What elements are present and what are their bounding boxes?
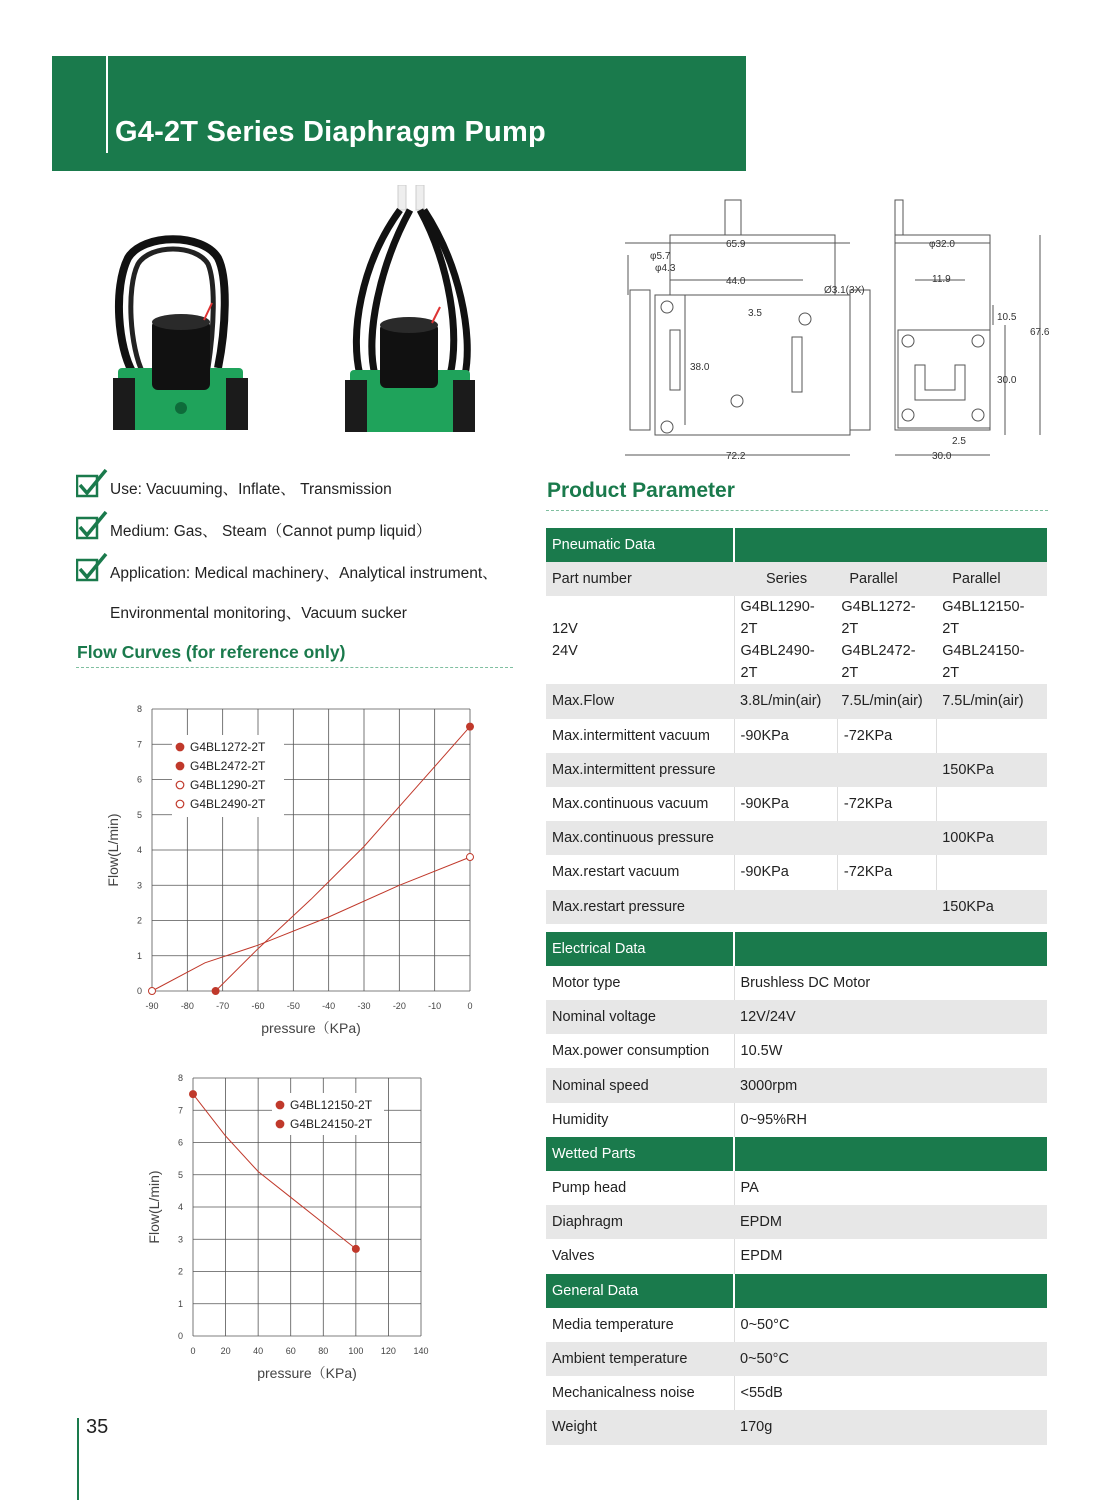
feature-item (76, 552, 526, 594)
row-label: Mechanicalness noise (552, 1385, 695, 1402)
feature-label-continued: Environmental monitoring、Vacuum sucker (110, 605, 407, 622)
x-tick-label: 100 (348, 1346, 364, 1356)
table-cell: 7.5L/min(air) (936, 684, 1047, 718)
data-point (212, 988, 219, 995)
table-cell (837, 753, 936, 787)
y-tick-label: 1 (136, 950, 142, 961)
flow-chart-1 (100, 695, 500, 1045)
x-tick-label: -50 (286, 1001, 300, 1011)
legend-label: G4BL24150-2T (290, 1117, 373, 1131)
dim-phi-5-7: φ5.7 (650, 251, 671, 262)
y-tick-label: 0 (177, 1331, 183, 1341)
table-cell: EPDM (734, 1239, 1047, 1273)
dim-72-2: 72.2 (726, 451, 746, 462)
data-point (149, 988, 156, 995)
x-tick-label: -40 (322, 1001, 336, 1011)
dim-30-0-width: 30.0 (932, 451, 952, 462)
x-tick-label: 140 (413, 1346, 429, 1356)
voltage-24v: 24V (552, 643, 578, 660)
table-cell: 12V/24V (734, 1000, 1047, 1034)
legend-label: G4BL1272-2T (190, 740, 266, 754)
dim-hole: Ø3.1(3X) (824, 285, 865, 296)
table-cell (837, 890, 936, 924)
pump-photo-dual (340, 185, 480, 440)
y-tick-label: 1 (177, 1298, 183, 1309)
table-cell: PA (734, 1171, 1047, 1205)
legend-label: G4BL12150-2T (290, 1098, 373, 1112)
row-label: Weight (546, 1410, 734, 1444)
table-row (546, 1068, 1047, 1102)
data-point (352, 1245, 359, 1252)
y-tick-label: 2 (177, 1266, 183, 1277)
row-label: Nominal voltage (546, 1000, 734, 1034)
part-number: G4BL1290-2T (740, 599, 815, 638)
x-tick-label: -60 (251, 1001, 265, 1011)
table-row (546, 719, 1047, 753)
table-cell: 170g (734, 1410, 1047, 1444)
x-tick-label: -80 (180, 1001, 194, 1011)
section-header-wetted (546, 1137, 1047, 1171)
dim-65-9: 65.9 (726, 239, 746, 250)
table-cell: -72KPa (837, 719, 936, 753)
row-label: Max.continuous vacuum (552, 796, 709, 813)
table-cell: EPDM (734, 1205, 1047, 1239)
table-row (546, 1034, 1047, 1068)
dim-3-5: 3.5 (748, 308, 762, 319)
table-cell (936, 855, 1047, 889)
table-cell: -72KPa (837, 855, 936, 889)
table-row (546, 787, 1047, 821)
table-row (546, 1103, 1047, 1137)
y-tick-label: 2 (136, 915, 142, 926)
part-number: G4BL24150-2T (942, 643, 1025, 682)
part-number: G4BL2472-2T (841, 643, 916, 682)
row-label: Diaphragm (546, 1205, 734, 1239)
dim-67-6: 67.6 (1030, 327, 1050, 338)
table-cell (936, 596, 1047, 684)
y-tick-label: 3 (177, 1234, 183, 1245)
part-number: G4BL1272-2T (841, 599, 916, 638)
feature-label: Application: Medical machinery、Analytical instrument、 (110, 565, 498, 582)
col-header: Parallel (936, 562, 1047, 596)
feature-item (76, 510, 526, 552)
row-label: Max.intermittent pressure (546, 753, 734, 787)
parameter-table (546, 528, 1047, 1445)
section-header-electrical (546, 932, 1047, 966)
y-tick-label: 4 (177, 1202, 183, 1212)
flow-chart-2 (140, 1065, 440, 1390)
param-title-divider (546, 510, 1048, 511)
table-cell (936, 787, 1047, 821)
table-row (546, 562, 1047, 596)
feature-label: Use: Vacuuming、Inflate、 Transmission (110, 481, 392, 498)
page-number-rule (77, 1418, 79, 1500)
x-tick-label: -70 (216, 1001, 230, 1011)
checkbox-icon (76, 552, 108, 584)
table-cell: Brushless DC Motor (734, 966, 1047, 1000)
table-cell: -90KPa (734, 855, 837, 889)
table-row (546, 821, 1047, 855)
y-axis-label: Flow(L/min) (105, 813, 121, 887)
legend-marker (176, 781, 184, 789)
legend-marker (276, 1120, 284, 1128)
data-point (190, 1091, 197, 1098)
pump-photo-single (108, 228, 253, 438)
table-row (546, 890, 1047, 924)
dim-phi-4-3: φ4.3 (655, 263, 676, 274)
y-tick-label: 0 (136, 986, 142, 996)
table-cell (734, 821, 837, 855)
table-cell (734, 890, 837, 924)
dim-30-0-height: 30.0 (997, 375, 1017, 386)
flow-curves-title: Flow Curves (for reference only) (77, 642, 346, 662)
x-tick-label: -90 (145, 1001, 159, 1011)
y-axis-label: Flow(L/min) (146, 1170, 162, 1244)
table-row (546, 1342, 1047, 1376)
x-axis-label: pressure（KPa) (257, 1365, 357, 1381)
row-label: Part number (546, 562, 734, 596)
table-cell (837, 821, 936, 855)
legend-label: G4BL2472-2T (190, 759, 266, 773)
dimension-drawing (610, 195, 1060, 465)
table-cell: 100KPa (936, 821, 1047, 855)
table-cell: 150KPa (936, 753, 1047, 787)
table-cell: 0~50°C (734, 1308, 1047, 1342)
table-cell: 7.5L/min(air) (837, 684, 936, 718)
table-row (546, 1171, 1047, 1205)
row-label: Max.restart vacuum (552, 864, 680, 881)
table-cell: -90KPa (734, 719, 837, 753)
section-title: General Data (546, 1274, 734, 1308)
legend-label: G4BL1290-2T (190, 778, 266, 792)
y-tick-label: 7 (136, 739, 142, 750)
table-row (546, 1205, 1047, 1239)
part-number: G4BL2490-2T (740, 643, 815, 682)
feature-item (76, 468, 526, 510)
table-row (546, 855, 1047, 889)
legend-marker (276, 1101, 284, 1109)
legend-marker (176, 743, 184, 751)
row-label: Motor type (552, 974, 621, 991)
table-row (546, 1308, 1047, 1342)
dim-phi-32-0: φ32.0 (929, 239, 955, 250)
section-title: Wetted Parts (546, 1137, 734, 1171)
y-tick-label: 5 (136, 809, 142, 820)
x-tick-label: 0 (467, 1001, 473, 1011)
y-tick-label: 5 (177, 1169, 183, 1180)
row-label: Max.power consumption (552, 1043, 710, 1060)
table-cell: 3000rpm (734, 1068, 1047, 1102)
section-title: Pneumatic Data (546, 528, 734, 562)
legend-label: G4BL2490-2T (190, 797, 266, 811)
y-tick-label: 6 (136, 774, 142, 785)
row-label: Max.Flow (546, 684, 734, 718)
table-row (546, 1410, 1047, 1444)
table-cell (936, 719, 1047, 753)
table-cell: 10.5W (734, 1034, 1047, 1068)
title-banner (52, 56, 746, 171)
dim-11-9: 11.9 (932, 274, 951, 285)
x-tick-label: -10 (428, 1001, 442, 1011)
row-label: Max.continuous pressure (546, 821, 734, 855)
table-cell: -90KPa (734, 787, 837, 821)
legend-marker (176, 762, 184, 770)
col-header: Parallel (837, 562, 936, 596)
x-tick-label: -30 (357, 1001, 371, 1011)
data-point (467, 854, 474, 861)
section-header-pneumatic (546, 528, 1047, 562)
row-label: Max.intermittent vacuum (552, 727, 710, 744)
row-label (546, 596, 734, 684)
x-tick-label: -20 (392, 1001, 406, 1011)
checkbox-icon (76, 510, 108, 542)
row-label: Nominal speed (546, 1068, 734, 1102)
table-row (546, 1000, 1047, 1034)
row-label: Valves (552, 1248, 595, 1265)
row-label: Pump head (552, 1180, 627, 1197)
table-row (546, 1239, 1047, 1273)
table-cell: 150KPa (936, 890, 1047, 924)
page-title: G4-2T Series Diaphragm Pump (115, 116, 546, 148)
y-tick-label: 7 (177, 1105, 183, 1116)
voltage-12v: 12V (552, 621, 578, 638)
x-tick-label: 40 (253, 1346, 264, 1356)
row-label: Max.restart pressure (546, 890, 734, 924)
col-header: Series (734, 562, 837, 596)
x-tick-label: 80 (318, 1346, 329, 1356)
table-cell: 0~50°C (734, 1342, 1047, 1376)
x-axis-label: pressure（KPa) (261, 1020, 361, 1036)
table-cell: <55dB (734, 1376, 1047, 1410)
table-cell: -72KPa (837, 787, 936, 821)
y-tick-label: 8 (136, 704, 142, 714)
dim-44-0: 44.0 (726, 276, 746, 287)
feature-label: Medium: Gas、 Steam（Cannot pump liquid） (110, 523, 432, 540)
dim-2-5: 2.5 (952, 436, 966, 447)
flow-title-divider (76, 667, 513, 668)
checkbox-icon (76, 468, 108, 500)
table-row (546, 684, 1047, 718)
part-number: G4BL12150-2T (942, 599, 1025, 638)
legend-marker (176, 800, 184, 808)
row-label: Media temperature (552, 1316, 674, 1333)
x-tick-label: 20 (220, 1346, 231, 1356)
table-cell: 0~95%RH (734, 1103, 1047, 1137)
data-point (467, 723, 474, 730)
table-row (546, 1376, 1047, 1410)
table-row (546, 596, 1047, 684)
section-title: Electrical Data (546, 932, 734, 966)
y-tick-label: 4 (136, 845, 142, 855)
page-number: 35 (86, 1416, 109, 1438)
table-cell (734, 753, 837, 787)
table-cell (837, 596, 936, 684)
dim-10-5: 10.5 (997, 312, 1017, 323)
banner-divider (106, 56, 108, 153)
y-tick-label: 8 (177, 1073, 183, 1083)
table-cell (734, 596, 837, 684)
x-tick-label: 0 (190, 1346, 196, 1356)
table-cell: 3.8L/min(air) (734, 684, 837, 718)
row-label: Ambient temperature (546, 1342, 734, 1376)
table-row (546, 753, 1047, 787)
dim-38-0: 38.0 (690, 362, 710, 373)
feature-list (76, 468, 526, 594)
row-label: Humidity (552, 1111, 609, 1128)
series-line (152, 857, 470, 991)
product-parameter-title: Product Parameter (547, 479, 735, 502)
x-tick-label: 60 (285, 1346, 296, 1356)
y-tick-label: 3 (136, 880, 142, 891)
x-tick-label: 120 (380, 1346, 396, 1356)
y-tick-label: 6 (177, 1137, 183, 1148)
table-row (546, 966, 1047, 1000)
section-header-general (546, 1274, 1047, 1308)
